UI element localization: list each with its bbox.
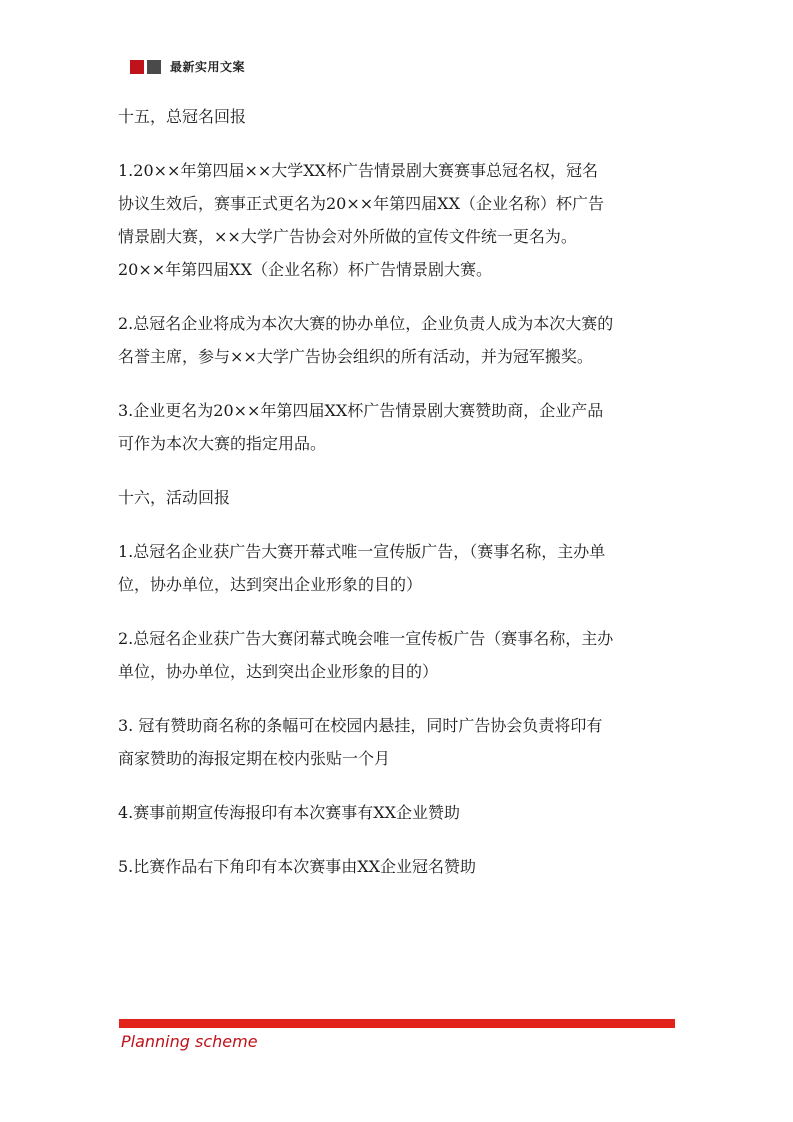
paragraph-16-1 bbox=[118, 535, 678, 601]
paragraph-line: 名誉主席，参与××大学广告协会组织的所有活动，并为冠军搬奖。 bbox=[118, 347, 593, 366]
paragraph-15-3 bbox=[118, 394, 678, 460]
header-title: 最新实用文案 bbox=[170, 60, 246, 74]
paragraph-line: 1.20××年第四届××大学XX杯广告情景剧大赛赛事总冠名权，冠名 bbox=[118, 161, 599, 180]
paragraph-line: 可作为本次大赛的指定用品。 bbox=[118, 434, 327, 453]
paragraph-15-1 bbox=[118, 154, 678, 286]
paragraph-16-2 bbox=[118, 622, 678, 688]
paragraph-line: 2.总冠名企业将成为本次大赛的协办单位，企业负责人成为本次大赛的 bbox=[118, 314, 614, 333]
page-header bbox=[130, 58, 245, 75]
heading-text: 十六，活动回报 bbox=[118, 488, 231, 507]
paragraph-line: 4.赛事前期宣传海报印有本次赛事有XX企业赞助 bbox=[118, 803, 461, 822]
paragraph-16-5 bbox=[118, 850, 678, 883]
section-heading-15 bbox=[118, 100, 678, 133]
paragraph-line: 2.总冠名企业获广告大赛闭幕式晚会唯一宣传板广告（赛事名称，主办 bbox=[118, 629, 614, 648]
paragraph-line: 商家赞助的海报定期在校内张贴一个月 bbox=[118, 749, 391, 768]
paragraph-line: 3.企业更名为20××年第四届XX杯广告情景剧大赛赞助商，企业产品 bbox=[118, 401, 604, 420]
paragraph-16-4 bbox=[118, 796, 678, 829]
paragraph-line: 单位，协办单位，达到突出企业形象的目的） bbox=[118, 662, 439, 681]
heading-text: 十五，总冠名回报 bbox=[118, 107, 247, 126]
paragraph-line: 1.总冠名企业获广告大赛开幕式唯一宣传版广告，（赛事名称，主办单 bbox=[118, 542, 606, 561]
paragraph-line: 5.比赛作品右下角印有本次赛事由XX企业冠名赞助 bbox=[118, 857, 477, 876]
section-heading-16 bbox=[118, 481, 678, 514]
footer-divider bbox=[119, 1019, 675, 1028]
footer-label: Planning scheme bbox=[121, 1032, 258, 1051]
gray-square-icon bbox=[147, 60, 161, 74]
document-body bbox=[118, 100, 678, 904]
paragraph-line: 3. 冠有赞助商名称的条幅可在校园内悬挂，同时广告协会负责将印有 bbox=[118, 716, 603, 735]
paragraph-line: 情景剧大赛，××大学广告协会对外所做的宣传文件统一更名为。 bbox=[118, 227, 577, 246]
red-square-icon bbox=[130, 60, 144, 74]
paragraph-16-3 bbox=[118, 709, 678, 775]
paragraph-line: 20××年第四届XX（企业名称）杯广告情景剧大赛。 bbox=[118, 260, 492, 279]
paragraph-line: 位，协办单位，达到突出企业形象的目的） bbox=[118, 575, 423, 594]
paragraph-15-2 bbox=[118, 307, 678, 373]
paragraph-line: 协议生效后，赛事正式更名为20××年第四届XX（企业名称）杯广告 bbox=[118, 194, 604, 213]
